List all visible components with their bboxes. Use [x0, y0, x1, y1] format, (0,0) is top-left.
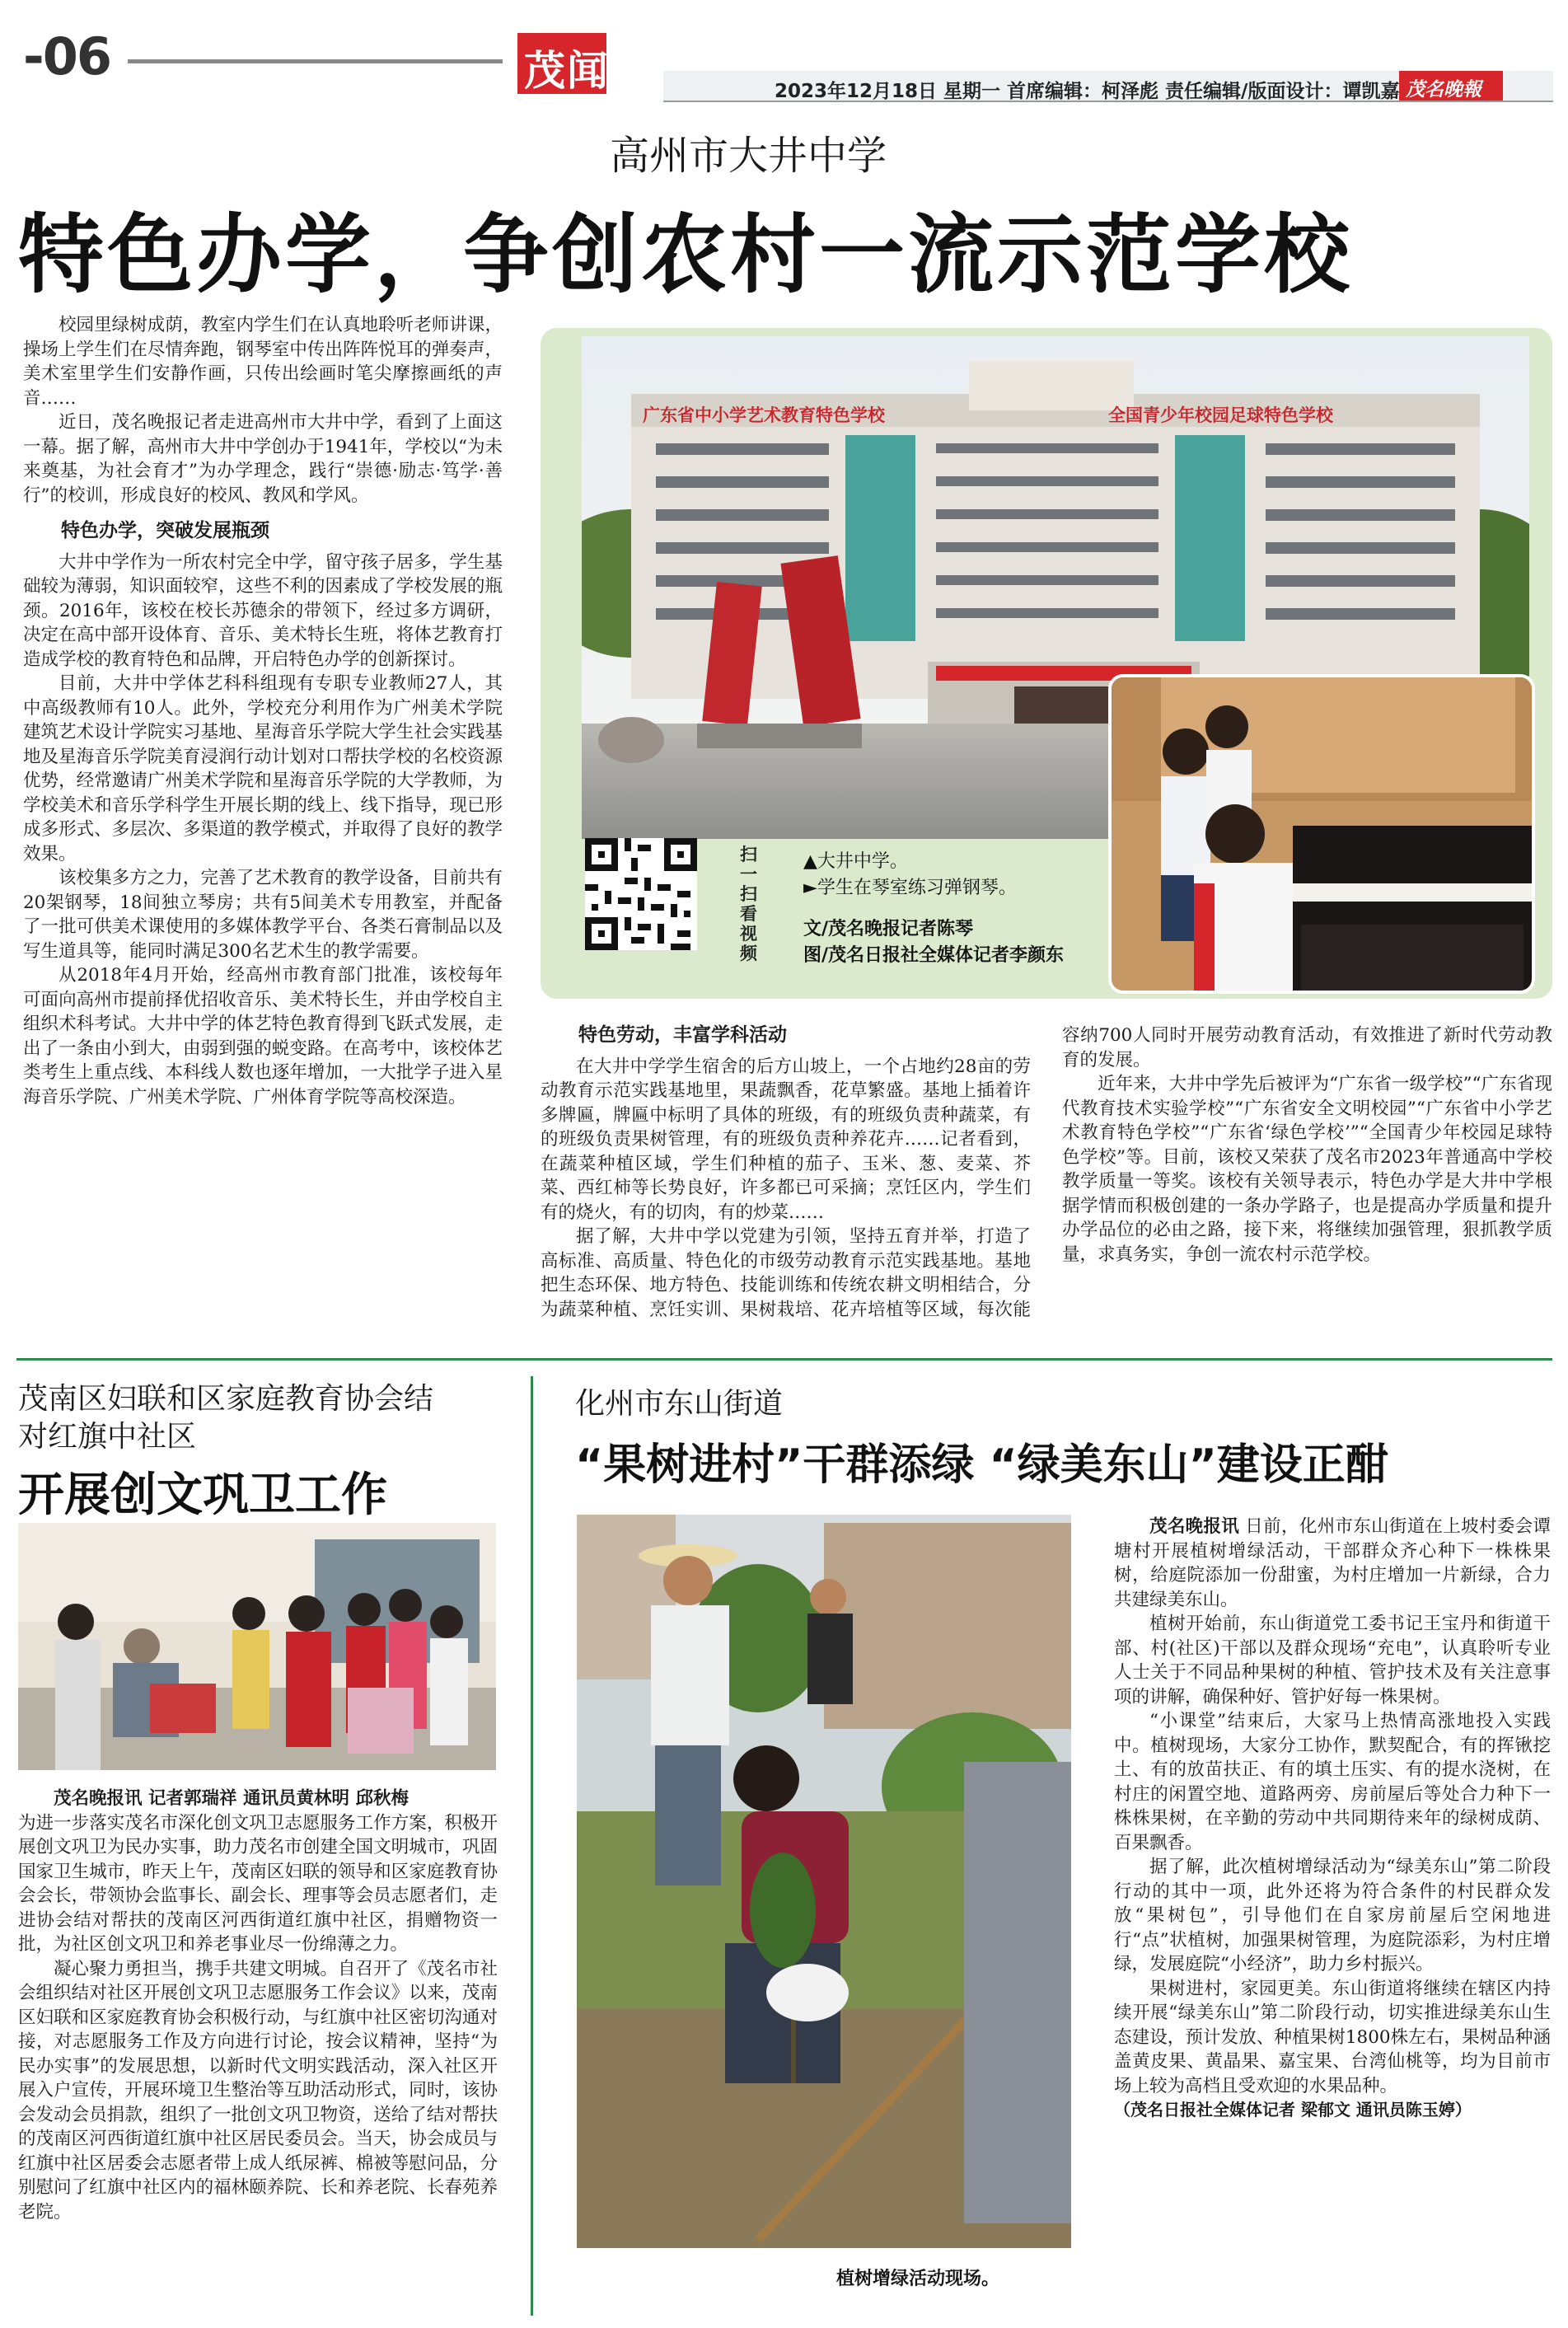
- tree-planting-photo: [577, 1515, 1071, 2248]
- subhead-labor: 特色劳动，丰富学科活动: [578, 1024, 787, 1046]
- section1-paragraph-2: 目前，大井中学体艺科科组现有专职专业教师27人，其中高级教师有10人。此外，学校充分利用作为广州美术学院建筑艺术设计学院实习基地、星海音乐学院大学生社会实践基地及星海音乐学院美育浸润行动计划对口帮扶学校的名校资源优势，经常邀请广州美术学院和星海音乐学院的大学教师，为学校美术和音乐学科学生开展长期的线上、线下指导，现已形成多形式、多层次、多渠道的教学模式，并取得了良好的教学效果。: [23, 673, 503, 864]
- main-left-column: [23, 313, 503, 1109]
- date-line: 2023年12月18日 星期一 首席编辑：柯泽彪 责任编辑/版面设计：谭凯嘉: [775, 81, 1400, 102]
- story2-photo: [18, 1523, 496, 1770]
- story2-paragraph-2: 凝心聚力勇担当，携手共建文明城。自召开了《茂名市社会组织结对社区开展创文巩卫志愿服务工作会议》以来，茂南区妇联和区家庭教育协会积极行动，与红旗中社区密切沟通对接，对志愿服务工作及方向进行讨论，按会议精神，坚持“为民办实事”的发展思想，以新时代文明实践活动，深入社区开展入户宣传，开展环境卫生整治等互助活动形式，同时，该协会发动会员捐款，组织了一批创文巩卫物资，送给了结对帮扶的茂南区河西街道红旗中社区居民委员会。当天，协会成员与红旗中社区居委会志愿者带上成人纸尿裤、棉被等慰问品，分别慰问了红旗中社区内的福林颐养院、长和养老院、长春苑养老院。: [18, 1958, 498, 2223]
- piano-room-photo: [1108, 674, 1535, 994]
- story3-kicker: 化州市东山街道: [575, 1387, 784, 1421]
- intro-paragraph-1: 校园里绿树成荫，教室内学生们在认真地聆听老师讲课，操场上学生们在尽情奔跑，钢琴室中传出阵阵悦耳的弹奏声，美术室里学生们安静作画，只传出绘画时笔尖摩擦画纸的声音……: [23, 315, 503, 409]
- section1-paragraph-3: 该校集多方之力，完善了艺术教育的教学设备，目前共有20架钢琴，18间独立琴房；共有5间美术专用教室，并配备了一批可供美术课使用的多媒体教学平台、各类石膏制品以及写生道具等，能同时满足300名艺术生的教学需要。: [23, 868, 503, 962]
- story3-credit: （茂名日报社全媒体记者 梁郁文 通讯员陈玉婷）: [1114, 2100, 1472, 2120]
- credit-line-2: 图/茂名日报社全媒体记者李颜东: [803, 945, 1065, 966]
- story3-paragraph-1: [1114, 1515, 1551, 1612]
- section2-paragraph-1: 在大井中学学生宿舍的后方山坡上，一个占地约28亩的劳动教育示范实践基地里，果蔬飘香，花草繁盛。基地上插着许多牌匾，牌匾中标明了具体的班级，有的班级负责种蔬菜，有的班级负责果树管理，有的班级负责种养花卉……记者看到，在蔬菜种植区域，学生们种植的茄子、玉米、葱、麦菜、芥菜、西红柿等长势良好，许多都已可采摘；烹饪区内，学生们有的烧火，有的切肉，有的炒菜……: [541, 1056, 1031, 1223]
- section1-paragraph-4: 从2018年4月开始，经高州市教育部门批准，该校每年可面向高州市提前择优招收音乐、美术特长生，并由学校自主组织术科考试。大井中学的体艺特色教育得到飞跃式发展，走出了一条由小到大，由弱到强的蜕变路。在高考中，该校体艺类考生上重点线、本科线人数也逐年增加，一大批学子进入星海音乐学院、广州美术学院、广州体育学院等高校深造。: [23, 965, 503, 1108]
- story2-kicker: 茂南区妇联和区家庭教育协会结对红旗中社区: [18, 1382, 434, 1454]
- tree-photo-caption: 植树增绿活动现场。: [836, 2269, 1000, 2289]
- story2-body: [18, 1787, 498, 2224]
- story3-byline: 茂名晚报讯: [1149, 1516, 1240, 1537]
- main-lower-columns: [541, 1023, 1552, 1345]
- story3-headline: “果树进村”干群添绿 “绿美东山”建设正酣: [575, 1440, 1388, 1490]
- section2-paragraph-3: 近年来，大井中学先后被评为“广东省一级学校”“广东省现代教育技术实验学校”“广东省安全文明校园”“广东省中小学艺术教育特色学校”“广东省‘绿色学校’”“全国青少年校园足球特色学校”等。目前，该校又荣获了茂名市2023年普通高中学校教学质量一等奖。该校有关领导表示，特色办学是大井中学根据学情而积极创建的一条办学路子，也是提高办学质量和提升办学品位的必由之路，接下来，将继续加强管理，狠抓教学质量，求真务实，争创一流农村示范学校。: [1062, 1074, 1552, 1265]
- story3-paragraph-2: 植树开始前，东山街道党工委书记王宝丹和街道干部、村(社区)干部以及群众现场“充电”，认真聆听专业人士关于不同品种果树的种植、管护技术及有关注意事项的讲解，确保种好、管护好每一株果树。: [1114, 1614, 1551, 1707]
- section2-paragraph-2: 据了解，大井中学以党建为引领，坚持五育并举，打造了高标准、高质量、特色化的市级劳动教育示范实践基地。基地把生态环保、地方特色、技能训练和传统农耕文明相结合，分为蔬菜种植、烹饪实训、果树栽培、花卉培植等区域，每次能容纳700人同时开展劳动教育活动，有效推进了新时代劳动教育的发展。: [541, 1025, 1552, 1320]
- banner-left: 广东省中小学艺术教育特色学校: [643, 405, 885, 425]
- photo-credits: [803, 916, 1064, 969]
- page-number: -06: [23, 26, 111, 87]
- section1-paragraph-1: 大井中学作为一所农村完全中学，留守孩子居多，学生基础较为薄弱，知识面较窄，这些不利的因素成了学校发展的瓶颈。2016年，该校在校长苏德余的带领下，经过多方调研，决定在高中部开设体育、音乐、美术特长生班，将体艺教育打造成学校的教育特色和品牌，开启特色办学的创新探讨。: [23, 551, 503, 670]
- scan-label: 扫一扫看视频: [740, 845, 757, 963]
- credit-line-1: 文/茂名晚报记者陈琴: [803, 919, 974, 939]
- photo-caption: [803, 849, 1017, 902]
- section-label: 茂闻: [524, 47, 610, 95]
- story2-byline: 茂名晚报讯 记者郭瑞祥 通讯员黄林明 邱秋梅: [54, 1788, 409, 1809]
- paper-logo-text: 茂名晚報: [1406, 78, 1481, 101]
- story3-lead-text: 日前，化州市东山街道在上坡村委会谭塘村开展植树增绿活动，干部群众齐心种下一株株果树，给庭院添加一份甜蜜，为村庄增加一片新绿，合力共建绿美东山。: [1114, 1516, 1551, 1610]
- column-divider: [531, 1376, 533, 2316]
- subhead-special-school: 特色办学，突破发展瓶颈: [61, 520, 269, 541]
- story3-paragraph-5: 果树进村，家园更美。东山街道将继续在辖区内持续开展“绿美东山”第二阶段行动，切实推进绿美东山生态建设，预计发放、种植果树1800株左右，果树品种涵盖黄皮果、黄晶果、嘉宝果、台湾仙桃等，均为目前市场上较为高档且受欢迎的水果品种。: [1114, 1978, 1551, 2096]
- story2-headline: 开展创文巩卫工作: [18, 1468, 387, 1522]
- story3-paragraph-3: “小课堂”结束后，大家马上热情高涨地投入实践中。植树现场，大家分工协作，默契配合，有的挥锹挖土、有的放苗扶正、有的填土压实、有的提水浇树，在村庄的闲置空地、道路两旁、房前屋后等处合力种下一株株果树，在辛勤的劳动中共同期待来年的绿树成荫、百果飘香。: [1114, 1711, 1551, 1853]
- caption-line-2: ►学生在琴室练习弹钢琴。: [803, 878, 1017, 898]
- main-kicker: 高州市大井中学: [610, 133, 887, 179]
- story3-body: [1114, 1515, 1551, 2123]
- caption-line-1: ▲大井中学。: [803, 851, 908, 872]
- qr-code[interactable]: [585, 838, 697, 950]
- header-rule: [128, 59, 503, 63]
- intro-paragraph-2: 近日，茂名晚报记者走进高州市大井中学，看到了上面这一幕。据了解，高州市大井中学创办于1941年，学校以“为未来奠基，为社会育才”为办学理念，践行“崇德·励志·笃学·善行”的校训，形成良好的校风、教风和学风。: [23, 412, 503, 506]
- story2-lead: [18, 1787, 498, 1811]
- story3-paragraph-4: 据了解，此次植树增绿活动为“绿美东山”第二阶段行动的其中一项，此外还将为符合条件的村民群众发放“果树包”，引导他们在自家房前屋后空闲地进行“点”状植树，加强果树管理，为庭院添彩，为村庄增绿，发展庭院“小经济”，助力乡村振兴。: [1114, 1857, 1551, 1974]
- story2-paragraph-1: 为进一步落实茂名市深化创文巩卫志愿服务工作方案，积极开展创文巩卫为民办实事，助力茂名市创建全国文明城市，巩固国家卫生城市，昨天上午，茂南区妇联的领导和区家庭教育协会会长，带领协会监事长、副会长、理事等会员志愿者们，走进协会结对帮扶的茂南区河西街道红旗中社区，捐赠物资一批，为社区创文巩卫和养老事业尽一份绵薄之力。: [18, 1812, 498, 1955]
- section-divider: [16, 1358, 1552, 1361]
- main-headline: 特色办学，争创农村一流示范学校: [18, 204, 1354, 305]
- banner-right: 全国青少年校园足球特色学校: [1108, 405, 1333, 425]
